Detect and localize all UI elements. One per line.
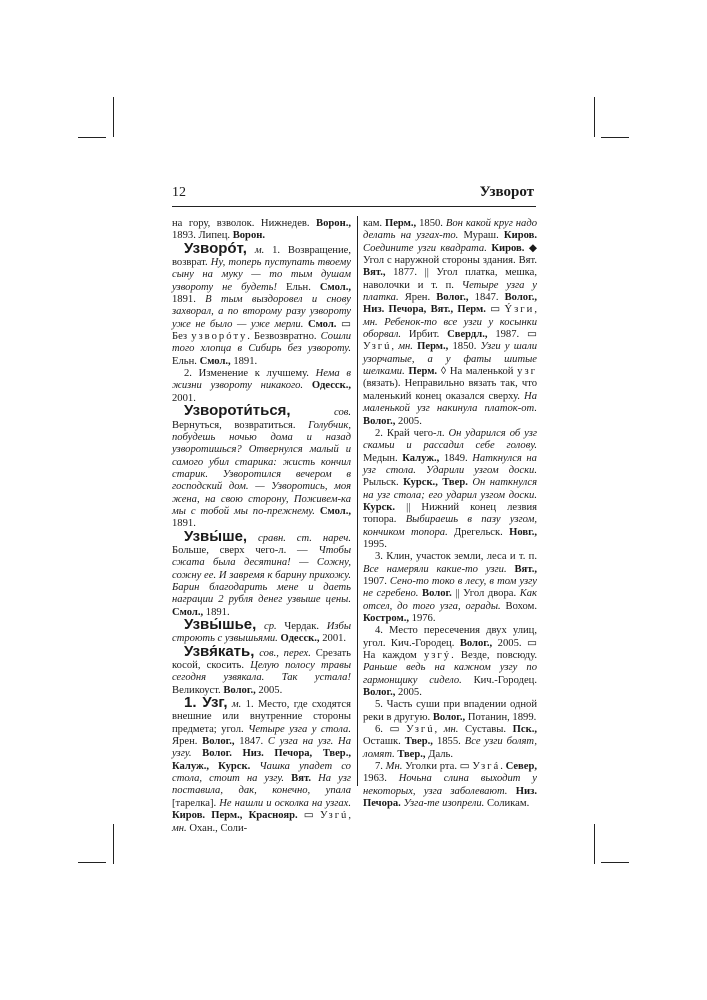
text-run: Мн.	[385, 761, 403, 773]
text-run: 1976.	[409, 613, 436, 624]
text-run: Одесск.,	[280, 633, 320, 645]
header-rule	[172, 206, 536, 207]
text-run: Курск., Твер.	[403, 477, 468, 489]
text-run: узворóту	[191, 331, 248, 343]
crop-mark	[113, 97, 114, 137]
text-run: 1907.	[363, 575, 390, 587]
crop-mark	[594, 97, 595, 137]
text-run: 2005. ▭ На каждом	[363, 637, 537, 662]
text-run: Волог.,	[432, 711, 466, 723]
text-run: 7.	[375, 761, 386, 773]
text-run: Вернуться, возвратиться.	[172, 419, 309, 431]
text-run: Узгú	[319, 810, 349, 822]
text-run: Медын.	[363, 452, 403, 464]
text-run: Уголки рта. ▭	[402, 761, 473, 773]
text-run: Не нашли и осколка на узгах.	[219, 797, 351, 809]
text-run: [тарелка].	[172, 797, 220, 809]
text-run: 6. ▭	[375, 724, 407, 736]
text-run: кам.	[363, 218, 385, 229]
text-run: мн.	[398, 341, 413, 353]
text-run: на гору, взволок. Нижнедев.	[172, 218, 317, 229]
text-run: 2. Край чего-л.	[375, 427, 449, 439]
text-run: Узга-те изопрели.	[403, 798, 485, 810]
text-run: м.	[254, 244, 265, 256]
text-run	[192, 748, 203, 759]
text-run: Киров. Перм., Краснояр.	[172, 810, 298, 822]
page-header	[172, 185, 536, 207]
right-column	[363, 218, 537, 811]
text-run: Узгá	[472, 761, 501, 773]
text-run: ,	[434, 724, 444, 736]
text-run: . Безвозвратно.	[247, 331, 321, 343]
text-run: Потанин, 1899.	[465, 711, 537, 723]
text-run: Четыре узга у платка.	[363, 279, 537, 304]
text-run: сов.	[334, 407, 351, 419]
entry-paragraph	[363, 428, 537, 551]
text-run: Узги у шали узорчатые, а у фаты шитые шелками.	[363, 341, 538, 378]
text-run: Костром.,	[363, 613, 409, 624]
text-run: ,	[534, 304, 537, 316]
text-run: Волог., Низ. Печора, Вят., Перм.	[363, 292, 537, 316]
text-run: Осташк.	[363, 736, 405, 748]
text-run: Калуж.,	[402, 452, 440, 464]
text-run: Пск.,	[512, 724, 537, 736]
column-divider	[357, 216, 358, 786]
text-run: Целую полосу травы сегодня узвякала. Так устала!	[172, 660, 351, 684]
text-run: Мураш.	[458, 230, 504, 242]
text-run: Волог.,	[436, 292, 469, 304]
entry-paragraph	[363, 625, 537, 699]
dictionary-entry	[172, 694, 352, 835]
entry-paragraph	[363, 218, 537, 428]
text-run: Великоуст.	[172, 684, 224, 696]
crop-mark	[601, 862, 629, 863]
text-run: 1987. ▭	[487, 329, 537, 341]
text-run: || Угол двора.	[451, 588, 520, 600]
text-run: ◆ Угол с наружной стороны здания. Вят.	[363, 242, 538, 267]
text-run: ▭	[485, 304, 505, 316]
text-run: 2005.	[395, 415, 422, 427]
text-run: 1877. || Угол платка, мешка, наволочки и т. п.	[363, 267, 537, 291]
text-run: На узг поставила, дак, конечно, упала	[172, 773, 351, 797]
text-run: сов., перех.	[259, 647, 311, 659]
headword: Узворóт,	[184, 239, 247, 257]
crop-mark	[78, 862, 106, 863]
text-run: Свердл.,	[447, 329, 488, 341]
text-run: (вязать). Неправильно вязать так, что маленький конец оказался сверху.	[363, 378, 537, 402]
text-run: Смол.,	[319, 281, 351, 293]
text-run: ,	[391, 341, 399, 353]
text-run: 2001.	[319, 633, 347, 645]
text-run: Избы строють с узвышьями.	[172, 621, 351, 645]
text-run	[256, 621, 264, 632]
text-run: Он наткнулся на узг стола; его ударил узгом доски.	[363, 477, 537, 501]
text-run: Рыльск.	[363, 477, 404, 489]
text-run: ,	[348, 810, 352, 822]
text-run: 2005.	[395, 687, 422, 699]
text-run: Курск.	[363, 501, 396, 513]
text-run: Низ. Печора.	[363, 785, 537, 810]
text-run: || Нижний конец лезвия топора.	[363, 501, 537, 526]
text-run: 3. Клин, участок земли, леса и т. п.	[375, 551, 537, 563]
text-run: 5. Часть суши при впадении одной реки в другую.	[363, 699, 537, 723]
text-run: Узгú	[406, 724, 435, 736]
text-run: Дрегельск.	[447, 526, 510, 538]
text-run: Ярен.	[172, 736, 203, 748]
text-run	[250, 761, 259, 772]
text-run: Соедините узги квадрата.	[363, 242, 487, 254]
text-run: Волог.,	[202, 736, 235, 748]
text-run: Ярен.	[398, 292, 437, 304]
text-run: 1. Место, где сходятся внешние или внутренние стороны предмета; угол.	[172, 699, 351, 735]
text-run: Сено-то токо в лесу, в том узгу не сгребено.	[363, 575, 538, 600]
text-run: Ельн.	[172, 355, 200, 367]
text-run: 1891.	[230, 355, 258, 367]
entry-paragraph	[363, 761, 537, 810]
text-run: Сошли того хлопца в Сибирь без узвороту.	[172, 331, 351, 355]
text-run: Смол.,	[172, 606, 204, 618]
text-run: Смол.	[307, 318, 337, 330]
text-run: Ну, топерь пуступать твоему сыну на муку — то тым душам узвороту не будеть!	[172, 257, 351, 293]
text-run: Киров.	[503, 230, 537, 242]
text-run: ▭ Без	[172, 318, 351, 343]
dictionary-entry	[172, 616, 351, 646]
text-run: Волог.	[422, 588, 452, 600]
text-run: Новг.,	[509, 526, 538, 538]
text-run: Волог.,	[363, 687, 396, 699]
dictionary-entry	[172, 239, 352, 368]
text-run: Он ударился об узг скамьи и рассадил себе голову.	[363, 427, 537, 452]
text-run: узгý	[423, 650, 452, 662]
text-run: Одесск.,	[311, 380, 352, 392]
text-run: Чтобы сжата была десятина! — Сожну, сожну ее. И завремя к барину прихожу. Барин благодарить мене и даеть награции 2 рубля денег узвыше цены.	[172, 544, 351, 606]
text-run: Ворон.	[232, 230, 265, 242]
dictionary-entry	[172, 402, 351, 530]
text-run: Ребенок-то все узги у косынки оборвал.	[363, 316, 537, 341]
running-head: Узворот	[479, 184, 534, 200]
text-run: 1. Возвращение, возврат.	[172, 244, 352, 269]
text-run	[247, 245, 255, 256]
headword: Узвы́ше,	[184, 527, 248, 545]
text-run: Вон какой круг надо делать на узгах-то.	[363, 218, 537, 242]
text-run: Смол.,	[199, 355, 231, 367]
text-run: Голубчик, побудешь ночью дома и назад узворотишься? Отвернулся малый и самого убил старика: жисть кончил старик. Узворотился вечером в господский дом. — Узворотись, моя жена, на свою сторону, Поживем-ка мы с тобой мы по-прежнему.	[172, 419, 351, 517]
entry-paragraph	[363, 551, 537, 625]
text-run: 2. Изменение к лучшему.	[184, 368, 316, 380]
entry-paragraph	[363, 724, 537, 761]
text-run: .	[500, 761, 506, 773]
entry-paragraph	[172, 368, 351, 405]
text-run	[507, 786, 515, 797]
text-run: Север,	[505, 761, 538, 773]
text-run: Ночьна слина выходит у некоторых, узга заболевают.	[363, 773, 538, 797]
headword: Узвы́шье,	[184, 616, 257, 633]
headword: Узвя́кать,	[184, 642, 255, 660]
text-run: Все намеряли какие-то узги.	[363, 563, 507, 575]
text-run: узг	[517, 366, 537, 378]
text-run	[303, 380, 312, 391]
text-run: 2001.	[172, 392, 196, 404]
crop-mark	[594, 824, 595, 864]
text-run: Чашка упадет со стола, стоит на узгу.	[172, 760, 351, 785]
crop-mark	[78, 137, 106, 138]
text-run: . Везде, повсюду.	[451, 650, 537, 662]
text-run: Раньше ведь на кажном узгу по гармонщику сидело.	[363, 662, 537, 686]
crop-mark	[601, 137, 629, 138]
text-run: мн.	[443, 724, 459, 736]
text-run: 1847.	[468, 292, 505, 304]
text-run: 1891.	[172, 294, 206, 306]
text-run: Перм.,	[384, 218, 417, 229]
text-run: 4. Место пересечения двух улиц, угол. Кич.-Городец.	[363, 625, 537, 649]
text-run: 1963.	[363, 773, 399, 785]
text-run: Ирбит.	[401, 329, 448, 341]
text-run	[247, 533, 258, 544]
text-run: 1855.	[432, 736, 465, 748]
text-run: 1850.	[448, 341, 481, 353]
text-run: Вохом.	[500, 600, 537, 612]
text-run: сравн. ст. нареч.	[258, 532, 351, 544]
headword: 1. Узг,	[184, 694, 228, 712]
text-run: В тым выздоровел и снову захворал, а по второму разу узвороту уже не было — уже мерли.	[172, 294, 351, 330]
page-number: 12	[172, 185, 186, 200]
text-run: 1850.	[416, 218, 446, 229]
text-run: 1849.	[439, 452, 473, 464]
text-run: 1847.	[234, 736, 268, 748]
text-run: ср.	[264, 621, 277, 632]
text-run: На маленькой узг накинула платок-от.	[363, 390, 537, 415]
text-run: Киров.	[491, 242, 525, 254]
text-run: Вят.,	[514, 563, 537, 575]
text-run: ◊ На маленькой	[437, 366, 518, 378]
text-run: Кич.-Городец.	[461, 674, 537, 686]
text-run: Наткнулся на узг стола. Ударили узгом доски.	[363, 452, 537, 476]
text-run	[291, 407, 334, 418]
crop-mark	[113, 824, 114, 864]
text-run: Четыре узга у стола.	[248, 723, 351, 735]
text-run: Чердак.	[276, 621, 327, 632]
text-run: Суставы.	[458, 724, 513, 736]
text-run: 1995.	[363, 538, 387, 550]
text-run: Как отсел, до того узга, ограды.	[363, 588, 537, 612]
text-run: Твер.,	[404, 736, 433, 748]
dictionary-entry	[172, 642, 351, 697]
text-run: м.	[231, 699, 242, 711]
text-run: Волог.,	[459, 637, 493, 649]
text-run: мн.	[363, 316, 378, 328]
text-run: Даль.	[425, 748, 454, 760]
text-run: Волог. Низ. Печора, Твер., Калуж., Курск.	[172, 748, 351, 772]
text-run: Охан., Соли-	[186, 822, 248, 834]
text-run: Смол.,	[319, 505, 351, 517]
text-run: 1893. Липец.	[172, 230, 233, 242]
text-run: С узга на узг. На узгу.	[172, 736, 352, 760]
text-run: Вят.,	[363, 267, 386, 279]
text-run: Вят.	[291, 773, 312, 785]
text-run: Перм.,	[417, 341, 449, 353]
text-run: 2005.	[255, 684, 283, 696]
text-run: Больше, сверх чего-л. —	[172, 544, 319, 556]
text-run: Перм.	[408, 366, 438, 378]
entry-paragraph	[363, 699, 537, 724]
text-run: Ворон.,	[316, 218, 351, 229]
text-run: ▭	[297, 810, 320, 822]
text-run: Волог.,	[223, 684, 256, 696]
text-run: 1891.	[172, 518, 196, 530]
text-run: Все узги болят, ломят.	[363, 736, 537, 760]
text-run: Выбираешь в пазу узгом, кончиком топора.	[363, 514, 537, 538]
text-run: Соликам.	[484, 798, 530, 810]
headword: Узвороти́ться,	[184, 402, 291, 420]
text-run: 1891.	[203, 606, 230, 618]
text-run: Твер.,	[397, 748, 426, 760]
text-run: мн.	[172, 822, 187, 834]
text-run: Ельн.	[276, 281, 320, 293]
text-run: Срезать косой, скосить.	[172, 647, 351, 672]
text-run: Нема в жизни узвороту никакого.	[172, 368, 351, 392]
dictionary-entry	[172, 527, 351, 619]
text-run: Узгú	[363, 341, 392, 353]
left-column	[172, 218, 351, 835]
text-run: Ýзги	[504, 304, 535, 316]
text-run: Волог.,	[363, 415, 396, 427]
